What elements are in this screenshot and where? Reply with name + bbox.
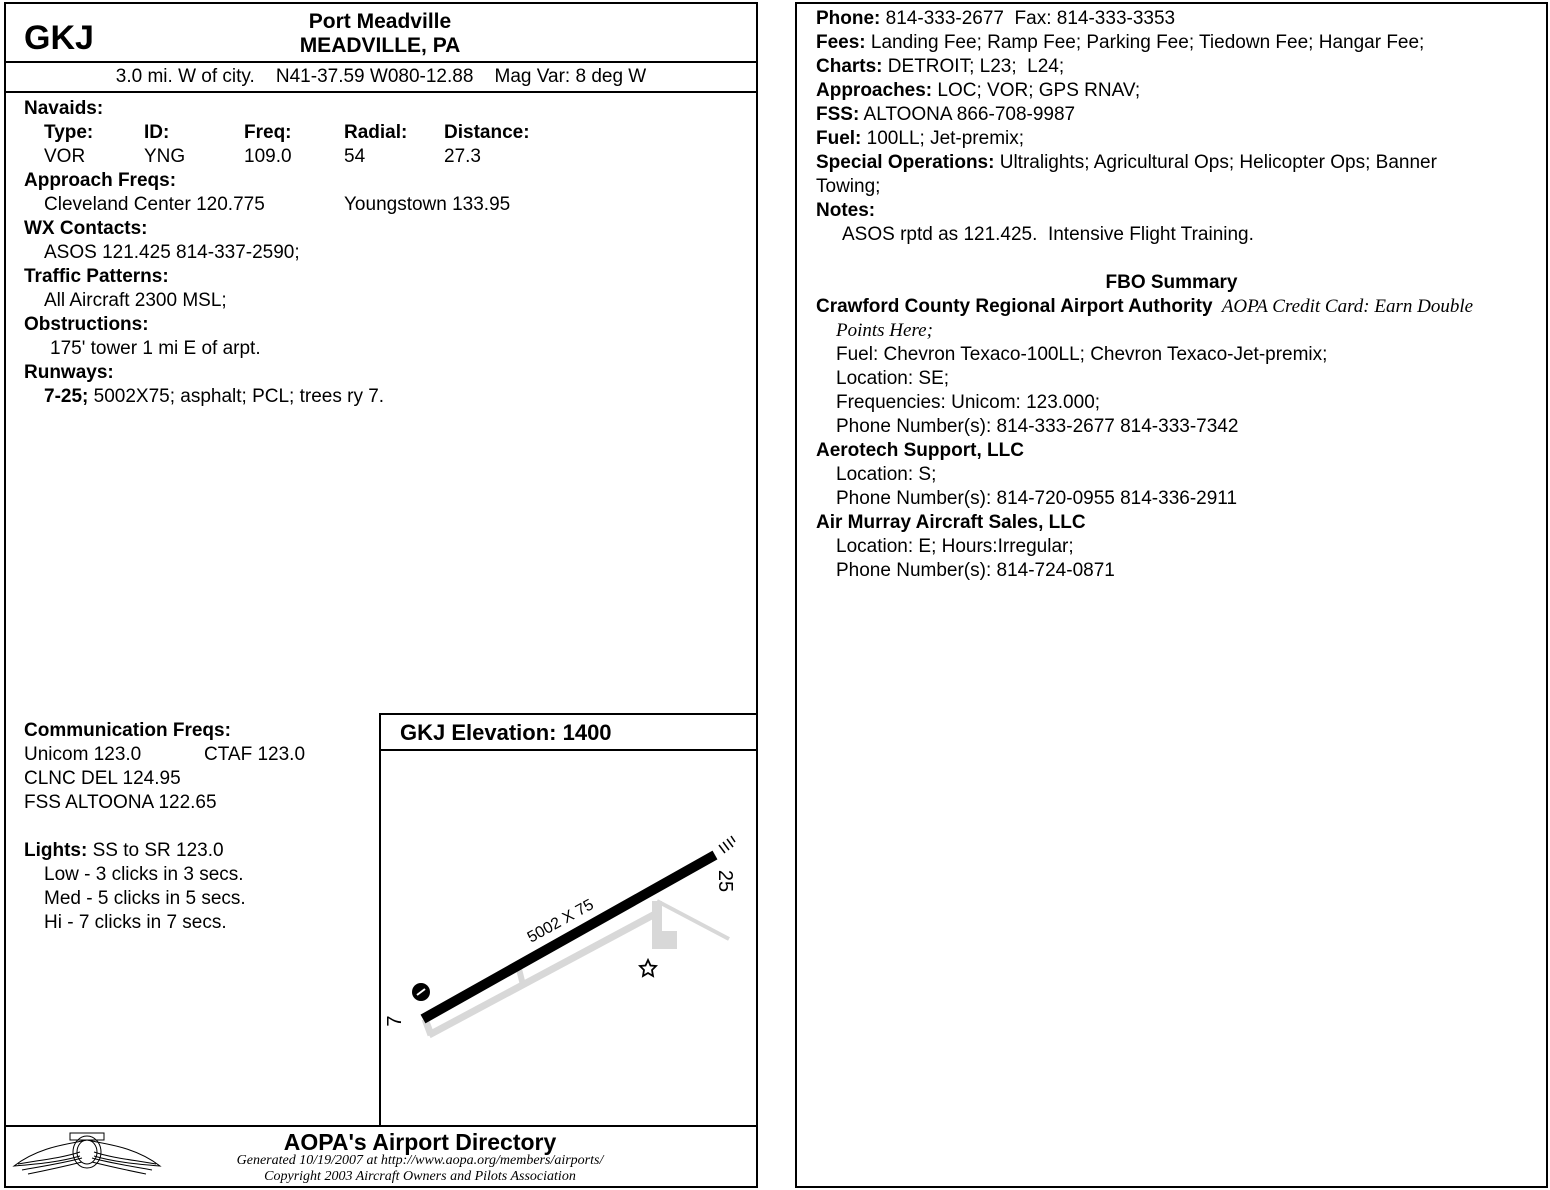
navaids-header-id: ID: xyxy=(144,122,170,143)
charts-line xyxy=(816,55,1064,79)
comm-fss: FSS ALTOONA 122.65 xyxy=(24,792,217,813)
fss-label: FSS: xyxy=(816,104,860,125)
lights-low: Low - 3 clicks in 3 secs. xyxy=(44,864,244,885)
phone-value: 814-333-2677 Fax: 814-333-3353 xyxy=(885,8,1176,29)
fees-value: Landing Fee; Ramp Fee; Parking Fee; Tiedown Fee; Hangar Fee; xyxy=(870,32,1425,53)
runway-end-7: 7 xyxy=(384,1015,406,1027)
navaids-header-radial: Radial: xyxy=(344,122,408,143)
phone-line xyxy=(816,7,1175,31)
footer-generated: Generated 10/19/2007 at http://www.aopa.org/members/airports/ xyxy=(236,1153,604,1168)
special-ops-label: Special Operations: xyxy=(816,152,995,173)
runway-dimension-label: 5002 X 75 xyxy=(524,896,597,947)
navaid-distance: 27.3 xyxy=(444,146,481,167)
fbo1-name: Crawford County Regional Airport Authority xyxy=(816,296,1213,317)
fbo1-header xyxy=(816,295,1473,319)
navaids-header-distance: Distance: xyxy=(444,122,530,143)
airport-name: Port Meadville xyxy=(308,10,452,33)
right-panel xyxy=(795,2,1548,1188)
fbo1-location: Location: SE; xyxy=(836,368,950,389)
navaid-radial: 54 xyxy=(344,146,366,167)
fbo1-note-cont: Points Here; xyxy=(836,320,933,341)
wx-contacts-title: WX Contacts: xyxy=(24,218,148,239)
fbo3-name: Air Murray Aircraft Sales, LLC xyxy=(816,512,1086,533)
runway-details: 5002X75; asphalt; PCL; trees ry 7. xyxy=(93,386,385,407)
diagram-top-border xyxy=(379,713,757,715)
fees-label: Fees: xyxy=(816,32,866,53)
apron xyxy=(653,931,677,949)
approaches-line xyxy=(816,79,1140,103)
runway-end-25: 25 xyxy=(714,869,736,893)
charts-value: DETROIT; L23; L24; xyxy=(887,56,1065,77)
navaids-header-freq: Freq: xyxy=(244,122,292,143)
runway-end-marks xyxy=(719,836,735,853)
comm-title: Communication Freqs: xyxy=(24,720,231,741)
fbo1-note: AOPA Credit Card: Earn Double xyxy=(1221,296,1474,317)
special-ops-value: Ultralights; Agricultural Ops; Helicopter Ops; Banner xyxy=(999,152,1437,173)
airport-code: GKJ xyxy=(24,19,94,57)
airport-diagram xyxy=(381,751,755,1124)
aopa-logo-wings xyxy=(10,1130,164,1182)
comm-ctaf: CTAF 123.0 xyxy=(204,744,306,765)
fuel-line xyxy=(816,127,1024,151)
approaches-label: Approaches: xyxy=(816,80,933,101)
comm-clnc: CLNC DEL 124.95 xyxy=(24,768,181,789)
lights-hi: Hi - 7 clicks in 7 secs. xyxy=(44,912,227,933)
fss-line xyxy=(816,103,1075,127)
approach-freq-cleveland: Cleveland Center 120.775 xyxy=(44,194,265,215)
comm-unicom: Unicom 123.0 xyxy=(24,744,142,765)
navaids-title: Navaids: xyxy=(24,98,104,119)
approach-freq-youngstown: Youngstown 133.95 xyxy=(344,194,511,215)
notes-label: Notes: xyxy=(816,200,876,221)
navaid-freq: 109.0 xyxy=(244,146,292,167)
wx-contacts-value: ASOS 121.425 814-337-2590; xyxy=(44,242,300,263)
special-ops-value-cont: Towing; xyxy=(816,176,881,197)
approaches-value: LOC; VOR; GPS RNAV; xyxy=(937,80,1141,101)
taxiway-connector-b xyxy=(519,969,523,985)
fbo2-phone: Phone Number(s): 814-720-0955 814-336-2911 xyxy=(836,488,1238,509)
fees-line xyxy=(816,31,1424,55)
airport-city: MEADVILLE, PA xyxy=(299,34,461,57)
lights-line xyxy=(24,839,224,863)
fuel-label: Fuel: xyxy=(816,128,862,149)
traffic-patterns-title: Traffic Patterns: xyxy=(24,266,169,287)
runway-entry xyxy=(44,385,384,409)
fss-value: ALTOONA 866-708-9987 xyxy=(863,104,1076,125)
runway-id: 7-25; xyxy=(44,386,89,407)
special-ops-line xyxy=(816,151,1437,175)
footer-title: AOPA's Airport Directory xyxy=(283,1129,557,1155)
navaid-id: YNG xyxy=(144,146,186,167)
fuel-value: 100LL; Jet-premix; xyxy=(866,128,1025,149)
location-line: 3.0 mi. W of city. N41-37.59 W080-12.88 Mag Var: 8 deg W xyxy=(115,66,647,87)
footer-divider xyxy=(4,1125,758,1127)
phone-label: Phone: xyxy=(816,8,881,29)
footer-copyright: Copyright 2003 Aircraft Owners and Pilots Association xyxy=(264,1169,576,1184)
runways-title: Runways: xyxy=(24,362,114,383)
navaid-type: VOR xyxy=(44,146,86,167)
fbo3-location: Location: E; Hours:Irregular; xyxy=(836,536,1074,557)
fbo2-location: Location: S; xyxy=(836,464,937,485)
fbo1-fuel: Fuel: Chevron Texaco-100LL; Chevron Texaco-Jet-premix; xyxy=(836,344,1328,365)
lights-label: Lights: xyxy=(24,840,88,861)
lights-value: SS to SR 123.0 xyxy=(92,840,224,861)
location-divider xyxy=(4,91,758,93)
traffic-patterns-value: All Aircraft 2300 MSL; xyxy=(44,290,227,311)
charts-label: Charts: xyxy=(816,56,883,77)
obstructions-title: Obstructions: xyxy=(24,314,149,335)
star-icon xyxy=(640,960,656,976)
fbo1-frequencies: Frequencies: Unicom: 123.000; xyxy=(836,392,1101,413)
obstructions-value: 175' tower 1 mi E of arpt. xyxy=(50,338,261,359)
fbo-summary-title: FBO Summary xyxy=(1105,272,1238,293)
notes-value: ASOS rptd as 121.425. Intensive Flight Training. xyxy=(842,224,1254,245)
fbo2-name: Aerotech Support, LLC xyxy=(816,440,1024,461)
navaids-header-type: Type: xyxy=(44,122,94,143)
header-divider xyxy=(4,61,758,63)
lights-med: Med - 5 clicks in 5 secs. xyxy=(44,888,246,909)
fbo1-phone: Phone Number(s): 814-333-2677 814-333-7342 xyxy=(836,416,1239,437)
fbo3-phone: Phone Number(s): 814-724-0871 xyxy=(836,560,1115,581)
diagram-title: GKJ Elevation: 1400 xyxy=(400,720,612,745)
approach-freqs-title: Approach Freqs: xyxy=(24,170,177,191)
